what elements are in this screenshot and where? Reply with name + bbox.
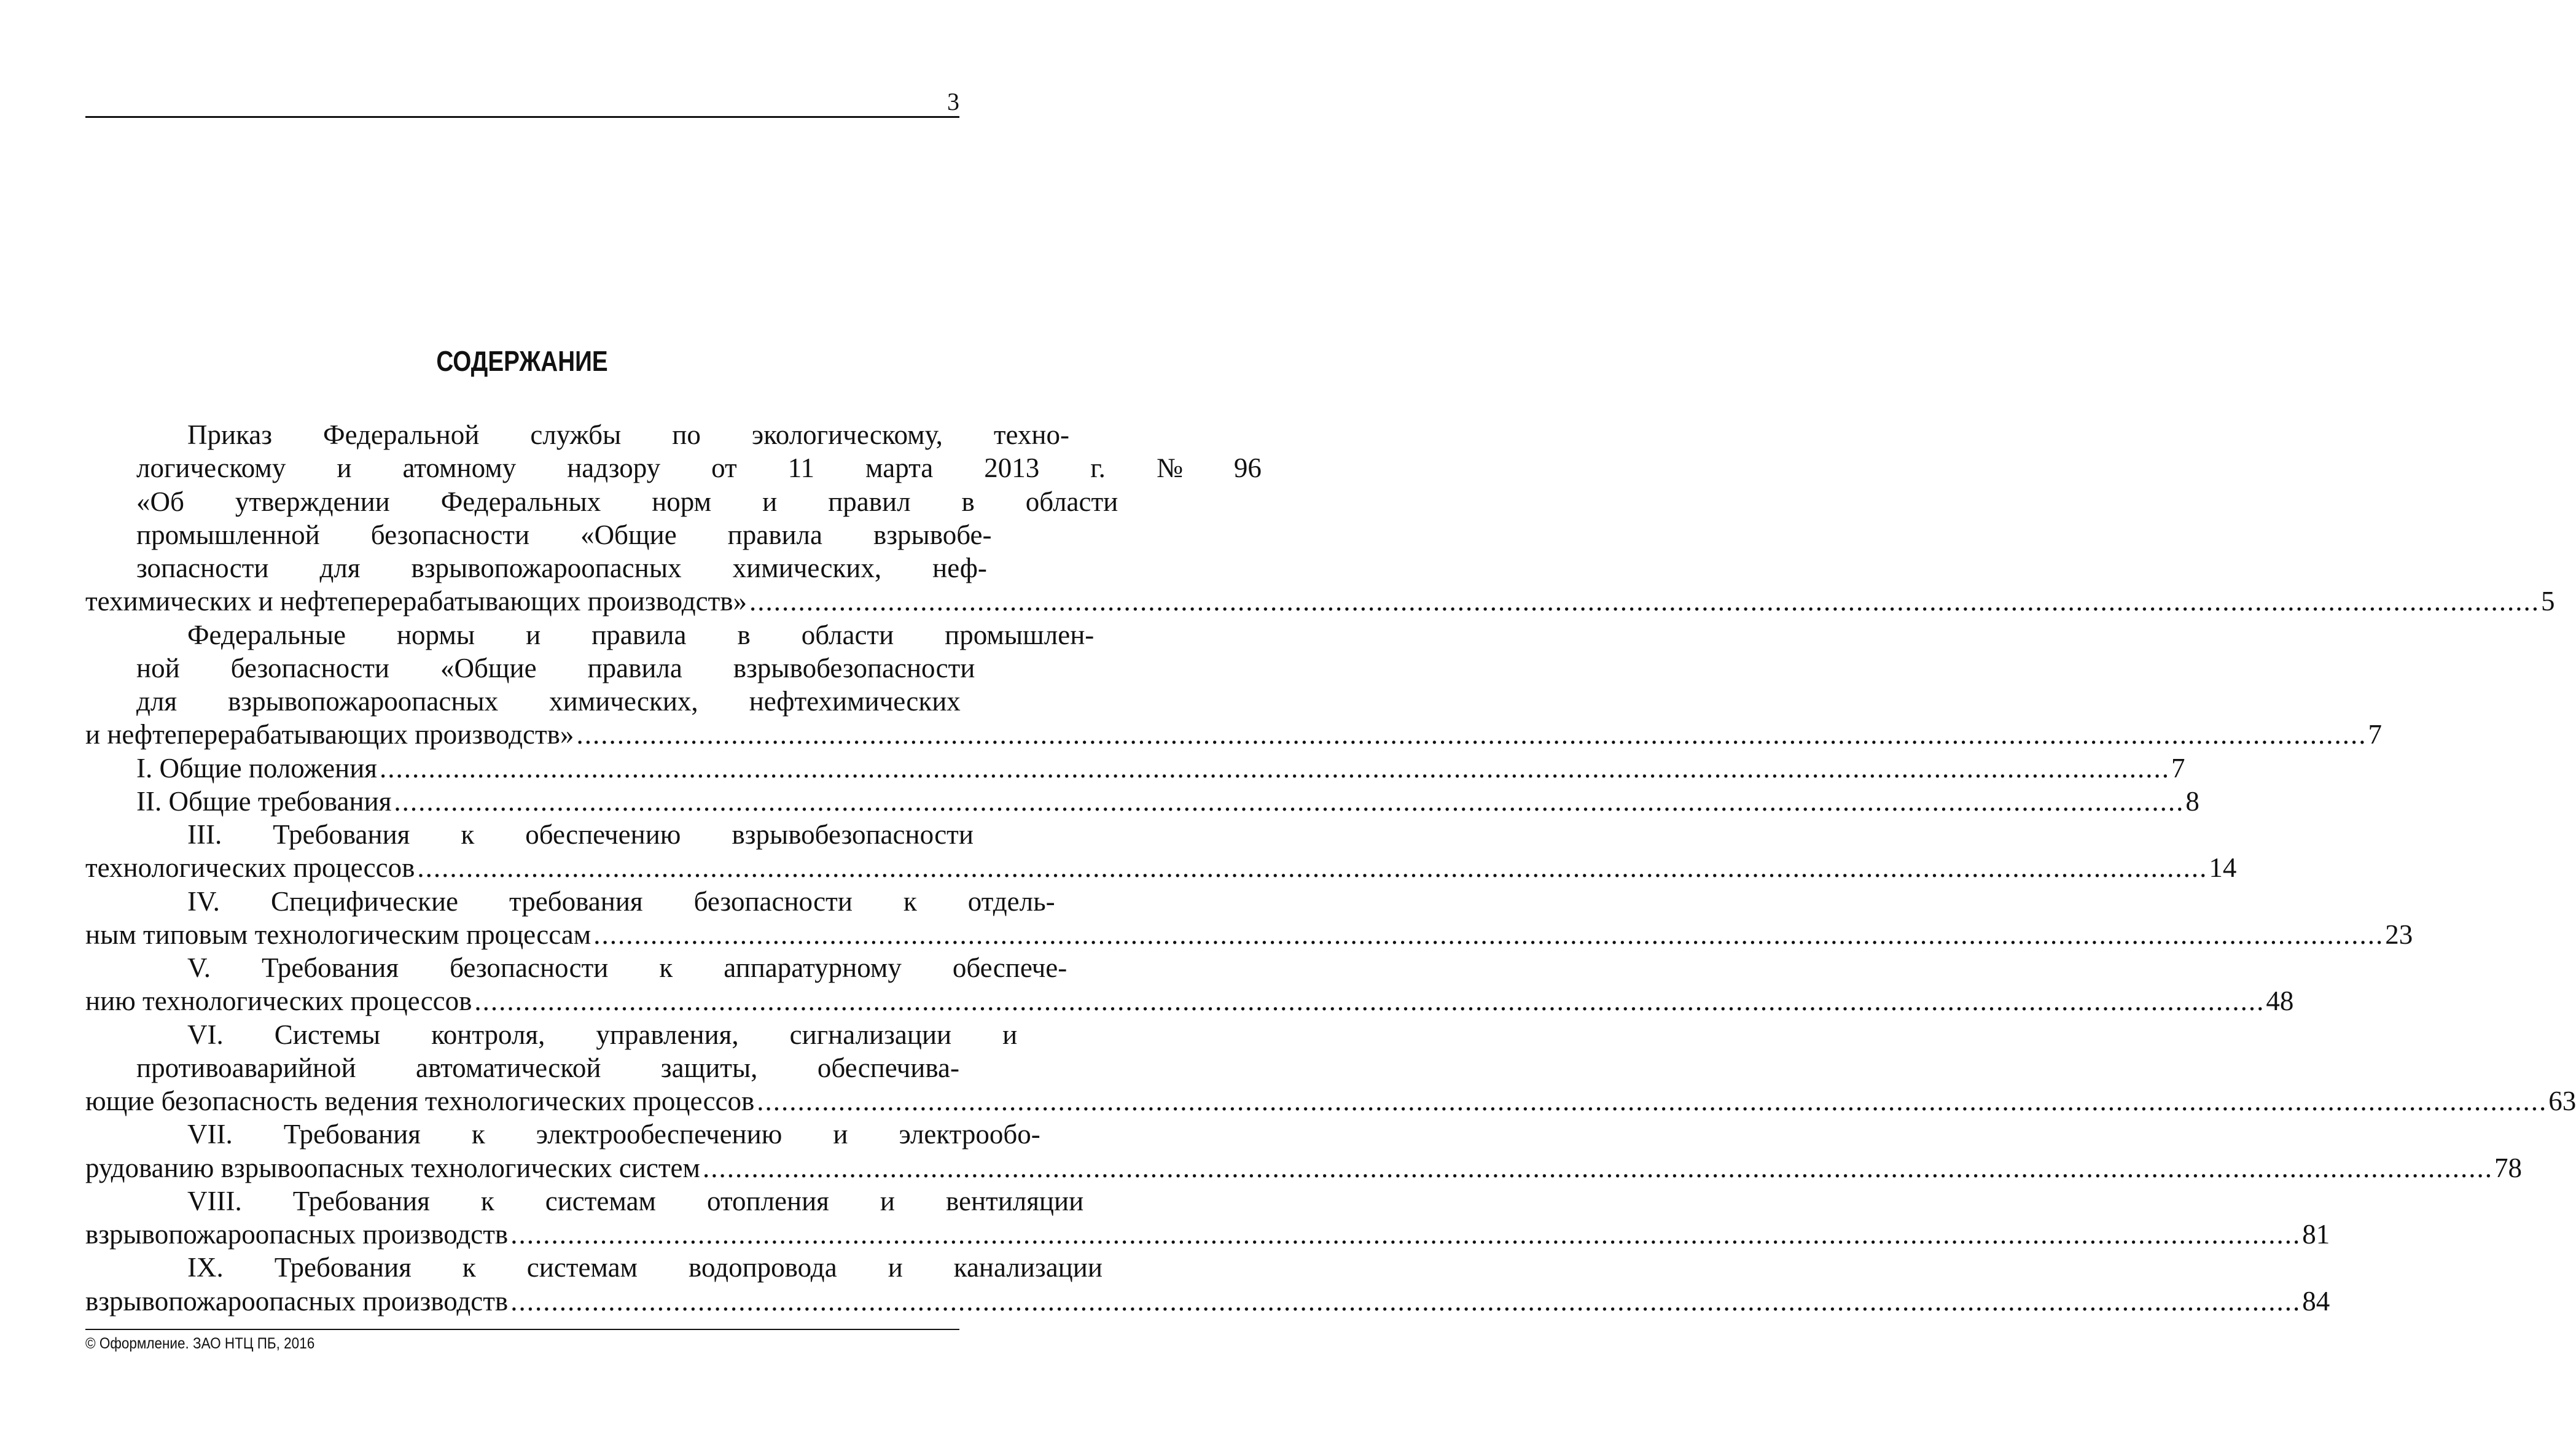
word: промышленной (136, 519, 320, 550)
toc-entry[interactable] (85, 818, 2237, 885)
word: вентиляции (945, 1185, 1084, 1216)
dot-leader (593, 918, 2384, 951)
word: противоаварийной (136, 1052, 356, 1083)
word: взрывобе- (873, 519, 992, 550)
toc-entry-last-line (85, 1218, 2330, 1251)
dot-leader (380, 752, 2170, 785)
word: к (462, 1252, 476, 1283)
word: IX. (187, 1252, 224, 1283)
word: отдель- (967, 885, 1055, 917)
word: аппаратурному (724, 952, 902, 983)
word: логическому (136, 453, 286, 484)
word: системам (526, 1252, 638, 1283)
toc-entry-line (85, 418, 1069, 451)
word: нормы (396, 619, 475, 650)
word: Федеральные (187, 619, 346, 650)
word: IV. (187, 885, 220, 917)
word: промышлен- (945, 619, 1095, 650)
toc-entry[interactable] (85, 951, 2294, 1018)
word: зопасности (136, 553, 269, 583)
toc-entry-line (85, 1251, 1103, 1284)
toc-entry-line (85, 951, 1067, 984)
word: 2013 (984, 453, 1040, 484)
toc-entry-text: взрывопожароопасных производств (85, 1285, 509, 1317)
word: атомному (402, 453, 517, 484)
word: системам (545, 1185, 657, 1216)
word: Специфические (270, 885, 459, 917)
word: надзору (567, 453, 661, 484)
word: обеспечению (525, 819, 681, 850)
toc-entry-line (85, 1118, 1040, 1151)
dot-leader (394, 785, 2184, 818)
word: для (136, 686, 178, 717)
word: Требования (273, 819, 410, 850)
word: для (319, 553, 361, 583)
toc-entry-line (85, 885, 1055, 918)
footer-rule (85, 1329, 959, 1330)
word: г. (1090, 453, 1106, 484)
toc-entry-text: ющие безопасность ведения технологических процессов (85, 1086, 755, 1116)
header-rule (85, 116, 959, 118)
word: Федеральной (323, 419, 480, 450)
word: и (888, 1252, 903, 1283)
word: и (833, 1119, 848, 1150)
toc-page-number: 63 (2548, 1086, 2576, 1116)
word: к (903, 885, 917, 917)
word: взрывопожароопасных (228, 686, 499, 717)
dot-leader (417, 851, 2207, 884)
word: и (880, 1185, 895, 1216)
toc-entry[interactable] (85, 1118, 2522, 1185)
word: водопровода (689, 1252, 837, 1283)
word: Требования (274, 1252, 412, 1283)
word: обеспечива- (817, 1052, 959, 1083)
toc-entry-text: I. Общие положения (136, 752, 377, 784)
word: к (471, 1119, 485, 1150)
toc-entry[interactable] (85, 885, 2413, 952)
toc-entry-last-line (85, 1084, 2576, 1118)
toc-entry-text: взрывопожароопасных производств (85, 1219, 509, 1250)
word: в (961, 486, 975, 517)
toc-entry[interactable] (85, 752, 2185, 785)
dot-leader (749, 585, 2540, 618)
word: и (762, 486, 778, 517)
toc-entry-line (85, 451, 1262, 484)
word: области (1025, 486, 1118, 517)
word: V. (187, 952, 211, 983)
word: 96 (1233, 453, 1262, 484)
toc-entry-line (85, 1051, 959, 1084)
toc-entry-line (85, 818, 974, 851)
toc-entry-line (85, 685, 959, 718)
word: в (737, 619, 751, 650)
word: ной (136, 652, 180, 683)
toc-entry-last-line (85, 752, 2185, 785)
page-number: 3 (947, 88, 959, 115)
word: марта (865, 453, 934, 484)
word: Приказ (187, 419, 273, 450)
word: норм (652, 486, 712, 517)
word: по (672, 419, 701, 450)
word: отопления (707, 1185, 829, 1216)
toc-entry-last-line (85, 718, 2382, 751)
page-title: СОДЕРЖАНИЕ (436, 345, 608, 377)
word: Требования (283, 1119, 421, 1150)
toc-page-number: 48 (2266, 986, 2294, 1017)
word: 11 (787, 453, 815, 484)
toc-entry[interactable] (85, 1018, 2576, 1118)
dot-leader (510, 1285, 2301, 1318)
word: безопасности (370, 519, 530, 550)
toc-entry-text: техимических и нефтеперерабатывающих производств» (85, 586, 747, 617)
toc-entry-line (85, 518, 992, 551)
word: автоматической (416, 1052, 601, 1083)
word: взрывобезопасности (733, 652, 975, 683)
word: и (337, 453, 352, 484)
toc-entry-text: II. Общие требования (136, 785, 392, 817)
toc-entry-last-line (85, 851, 2237, 884)
word: «Общие (580, 519, 677, 550)
word: III. (187, 819, 222, 850)
dot-leader (576, 718, 2367, 751)
word: электрообо- (899, 1119, 1040, 1150)
word: и (1002, 1019, 1018, 1050)
word: Системы (274, 1019, 381, 1050)
toc-page-number: 7 (2368, 719, 2382, 750)
toc-entry-last-line (85, 918, 2413, 951)
toc-page-number: 78 (2494, 1152, 2522, 1183)
word: службы (530, 419, 622, 450)
toc-entry-last-line (85, 785, 2199, 818)
toc-entry-line (85, 485, 1118, 518)
word: «Общие (440, 652, 537, 683)
toc-entry-line (85, 1185, 1084, 1218)
toc-entry-text: рудованию взрывоопасных технологических систем (85, 1152, 700, 1183)
word: электрообеспечению (536, 1119, 783, 1150)
word: экологическому, (751, 419, 943, 450)
word: правил (828, 486, 911, 517)
toc-entry-last-line (85, 1285, 2330, 1318)
toc-entry-line (85, 1018, 1018, 1051)
toc-entry-last-line (85, 585, 2555, 618)
toc-entry[interactable] (85, 785, 2199, 818)
word: безопасности (450, 952, 609, 983)
word: к (480, 1185, 494, 1216)
word: сигнализации (789, 1019, 952, 1050)
word: химических, (549, 686, 698, 717)
toc-entry-line (85, 618, 1095, 652)
word: и (526, 619, 541, 650)
word: к (659, 952, 673, 983)
dot-leader (510, 1218, 2301, 1251)
word: взрывобезопасности (732, 819, 974, 850)
toc-page-number: 81 (2302, 1219, 2330, 1250)
dot-leader (703, 1151, 2493, 1185)
toc-entry[interactable] (85, 418, 2555, 618)
word: № (1156, 453, 1183, 484)
word: VI. (187, 1019, 224, 1050)
word: нефтехимических (749, 686, 961, 717)
word: VIII. (187, 1185, 242, 1216)
toc-entry[interactable] (85, 1185, 2330, 1251)
toc-entry-text: технологических процессов (85, 852, 415, 884)
word: неф- (932, 553, 987, 583)
word: VII. (187, 1119, 233, 1150)
toc-entry[interactable] (85, 1251, 2330, 1318)
dot-leader (474, 984, 2265, 1017)
toc-entry-line (85, 652, 975, 685)
toc-entry-last-line (85, 1151, 2522, 1185)
word: правила (591, 619, 687, 650)
copyright-footer: © Оформление. ЗАО НТЦ ПБ, 2016 (85, 1335, 315, 1352)
word: правила (727, 519, 822, 550)
word: безопасности (693, 885, 853, 917)
toc-page-number: 5 (2541, 586, 2555, 617)
toc-entry-line (85, 551, 987, 585)
word: «Об (136, 486, 184, 517)
word: канализации (953, 1252, 1103, 1283)
word: защиты, (660, 1052, 758, 1083)
word: взрывопожароопасных (411, 553, 682, 583)
word: от (711, 453, 737, 484)
word: области (801, 619, 894, 650)
toc-page-number: 84 (2302, 1285, 2330, 1317)
toc-entry-text: ным типовым технологическим процессам (85, 919, 591, 950)
word: безопасности (230, 652, 389, 683)
word: контроля, (431, 1019, 545, 1050)
word: обеспече- (952, 952, 1067, 983)
word: Требования (292, 1185, 430, 1216)
word: химических, (732, 553, 882, 583)
toc-page-number: 23 (2385, 919, 2413, 950)
word: правила (587, 652, 682, 683)
word: управления, (596, 1019, 739, 1050)
toc-entry[interactable] (85, 618, 2382, 752)
word: к (461, 819, 475, 850)
word: техно- (993, 419, 1069, 450)
word: Федеральных (440, 486, 601, 517)
word: требования (509, 885, 643, 917)
toc-page-number: 14 (2209, 852, 2237, 884)
word: утверждении (235, 486, 390, 517)
table-of-contents (85, 418, 2576, 1318)
toc-page-number: 8 (2185, 785, 2199, 817)
toc-entry-last-line (85, 984, 2294, 1017)
toc-page-number: 7 (2171, 752, 2185, 784)
toc-entry-text: и нефтеперерабатывающих производств» (85, 719, 574, 750)
toc-entry-text: нию технологических процессов (85, 986, 472, 1017)
word: Требования (261, 952, 399, 983)
dot-leader (757, 1084, 2547, 1118)
